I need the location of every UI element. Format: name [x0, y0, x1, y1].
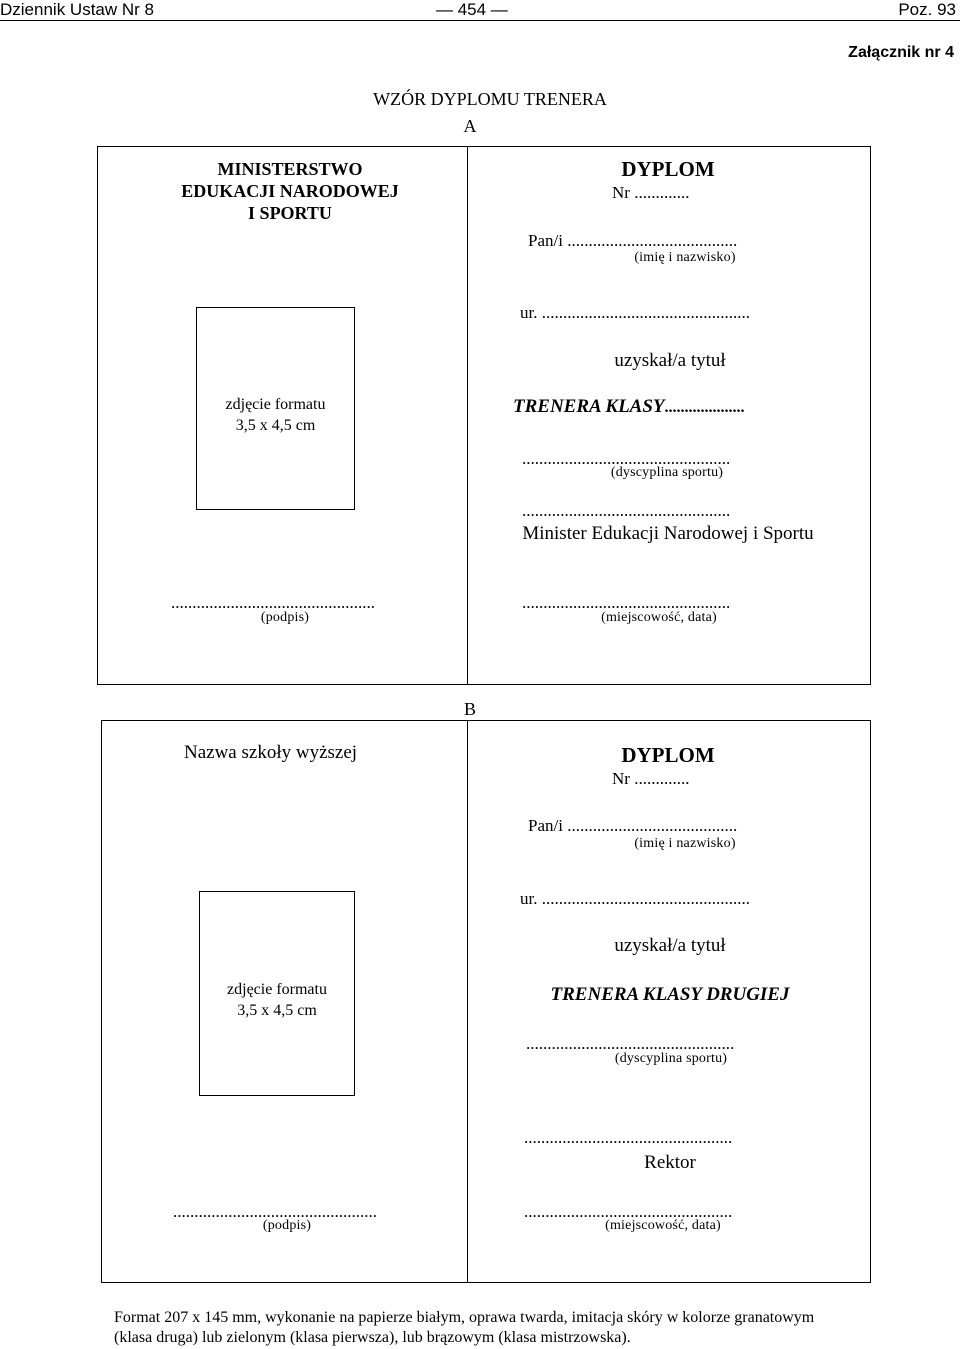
diploma-heading: DYPLOM: [621, 743, 715, 767]
holder-name-field: Pan/i ........................................: [528, 231, 738, 250]
journal-title: Dziennik Ustaw Nr 8: [0, 0, 154, 19]
institution-line-3: I SPORTU: [248, 203, 332, 223]
signature-field: ................................................: [173, 1202, 377, 1221]
page-number: — 454 —: [436, 0, 508, 19]
institution-name: [150, 158, 430, 224]
signature-caption: (podpis): [260, 610, 310, 625]
discipline-caption: (dyscyplina sportu): [614, 1051, 728, 1066]
annex-label: Załącznik nr 4: [848, 44, 954, 61]
signature-field: ................................................: [171, 593, 375, 612]
school-name: Nazwa szkoły wyższej: [184, 742, 358, 763]
holder-name-field: Pan/i ........................................: [528, 816, 738, 835]
institution-line-1: MINISTERSTWO: [217, 159, 363, 179]
trainer-class-label: TRENERA KLASY DRUGIEJ: [550, 984, 790, 1005]
discipline-field: .................................................: [526, 1034, 735, 1053]
issuing-authority: Minister Edukacji Narodowej i Sportu: [522, 523, 814, 544]
obtained-title: uzyskał/a tytuł: [614, 350, 726, 371]
photo-caption: [196, 394, 355, 436]
issuing-authority: Rektor: [644, 1152, 696, 1173]
authority-signature-dots: .................................................: [522, 501, 731, 520]
panel-a-divider: [467, 146, 468, 685]
birth-field: ur. .................................................: [520, 889, 750, 908]
place-date-caption: (miejscowość, data): [605, 1218, 721, 1233]
photo-caption-line-1: zdjęcie formatu: [227, 981, 327, 998]
photo-caption: [199, 979, 355, 1021]
diploma-number: Nr .............: [612, 769, 690, 788]
photo-caption-line-1: zdjęcie formatu: [225, 396, 326, 413]
panel-b-label: B: [463, 699, 476, 719]
photo-caption-line-2: 3,5 x 4,5 cm: [237, 1002, 317, 1019]
format-note-line-2: (klasa druga) lub zielonym (klasa pierwsza), lub brązowym (klasa mistrzowska).: [114, 1329, 631, 1346]
holder-name-caption: (imię i nazwisko): [634, 250, 736, 265]
discipline-field: .................................................: [522, 449, 731, 468]
format-note: [114, 1308, 814, 1348]
place-date-field: .................................................: [522, 593, 731, 612]
signature-caption: (podpis): [262, 1218, 312, 1233]
birth-field: ur. .................................................: [520, 303, 750, 322]
panel-b-divider: [467, 720, 468, 1283]
diploma-number: Nr .............: [612, 183, 690, 202]
format-note-line-1: Format 207 x 145 mm, wykonanie na papierze białym, oprawa twarda, imitacja skóry w kolorze granatowym: [114, 1309, 815, 1326]
trainer-class-line: [513, 396, 745, 418]
institution-line-2: EDUKACJI NARODOWEJ: [181, 181, 399, 201]
diploma-heading: DYPLOM: [621, 157, 715, 181]
trainer-class-label: TRENERA KLASY: [513, 396, 665, 417]
holder-name-caption: (imię i nazwisko): [634, 836, 736, 851]
trainer-class-dots: ....................: [664, 399, 745, 416]
discipline-caption: (dyscyplina sportu): [610, 465, 724, 480]
header-rule: [0, 20, 960, 21]
place-date-field: .................................................: [524, 1202, 733, 1221]
place-date-caption: (miejscowość, data): [601, 610, 717, 625]
obtained-title: uzyskał/a tytuł: [614, 935, 726, 956]
photo-caption-line-2: 3,5 x 4,5 cm: [235, 417, 316, 434]
panel-a-label: A: [463, 116, 477, 136]
document-title: WZÓR DYPLOMU TRENERA: [373, 89, 607, 109]
position-number: Poz. 93: [898, 0, 956, 19]
authority-signature-dots: .................................................: [524, 1128, 733, 1147]
